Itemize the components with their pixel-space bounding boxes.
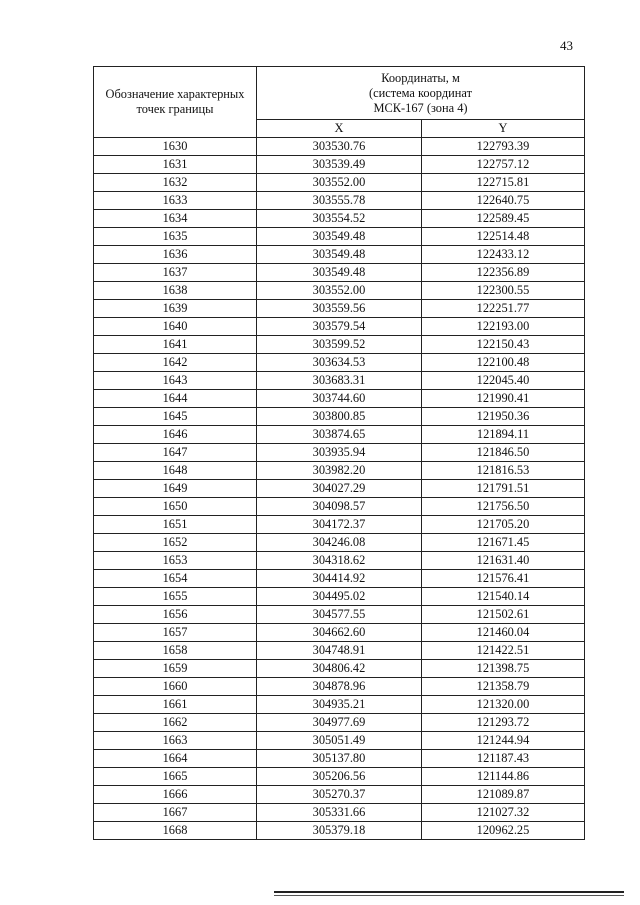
y-coordinate-cell: 122793.39: [422, 138, 585, 156]
x-coordinate-cell: 303683.31: [257, 372, 422, 390]
y-coordinate-cell: 121293.72: [422, 714, 585, 732]
y-coordinate-cell: 121089.87: [422, 786, 585, 804]
x-coordinate-cell: 304098.57: [257, 498, 422, 516]
point-id-cell: 1653: [94, 552, 257, 570]
x-coordinate-cell: 305270.37: [257, 786, 422, 804]
x-coordinate-cell: 304414.92: [257, 570, 422, 588]
point-designation-header: Обозначение характерных точек границы: [94, 67, 257, 138]
table-row: [94, 750, 585, 768]
x-coordinate-cell: 303744.60: [257, 390, 422, 408]
x-coordinate-cell: 304977.69: [257, 714, 422, 732]
point-id-cell: 1659: [94, 660, 257, 678]
x-coordinate-cell: 303982.20: [257, 462, 422, 480]
table-row: [94, 822, 585, 840]
point-id-cell: 1662: [94, 714, 257, 732]
table-row: [94, 192, 585, 210]
table-row: [94, 588, 585, 606]
table-row: [94, 678, 585, 696]
x-coordinate-cell: 303874.65: [257, 426, 422, 444]
y-coordinate-cell: 121671.45: [422, 534, 585, 552]
coordinates-header-line2: (система координат: [369, 85, 472, 100]
point-id-cell: 1636: [94, 246, 257, 264]
point-id-cell: 1664: [94, 750, 257, 768]
table-row: [94, 804, 585, 822]
point-id-cell: 1658: [94, 642, 257, 660]
y-coordinate-cell: 121027.32: [422, 804, 585, 822]
table-row: [94, 354, 585, 372]
point-id-cell: 1656: [94, 606, 257, 624]
table-row: [94, 282, 585, 300]
coordinates-header-line3: МСК-167 (зона 4): [373, 100, 468, 115]
y-coordinate-cell: 121816.53: [422, 462, 585, 480]
point-id-cell: 1644: [94, 390, 257, 408]
table-row: [94, 642, 585, 660]
table-row: [94, 390, 585, 408]
y-coordinate-cell: 121460.04: [422, 624, 585, 642]
y-coordinate-cell: 121502.61: [422, 606, 585, 624]
table-row: [94, 552, 585, 570]
x-coordinate-cell: 303559.56: [257, 300, 422, 318]
table-row: [94, 408, 585, 426]
y-coordinate-cell: 121244.94: [422, 732, 585, 750]
table-row: [94, 264, 585, 282]
y-coordinate-cell: 122300.55: [422, 282, 585, 300]
table-row: [94, 498, 585, 516]
point-id-cell: 1641: [94, 336, 257, 354]
x-coordinate-cell: 304027.29: [257, 480, 422, 498]
y-coordinate-cell: 121705.20: [422, 516, 585, 534]
x-coordinate-cell: 304748.91: [257, 642, 422, 660]
x-column-header: X: [257, 120, 422, 138]
y-coordinate-cell: 121576.41: [422, 570, 585, 588]
point-id-cell: 1630: [94, 138, 257, 156]
x-coordinate-cell: 305051.49: [257, 732, 422, 750]
x-coordinate-cell: 303554.52: [257, 210, 422, 228]
table-row: [94, 516, 585, 534]
point-id-cell: 1652: [94, 534, 257, 552]
y-coordinate-cell: 121846.50: [422, 444, 585, 462]
y-coordinate-cell: 121398.75: [422, 660, 585, 678]
point-id-cell: 1660: [94, 678, 257, 696]
table-row: [94, 732, 585, 750]
y-coordinate-cell: 122433.12: [422, 246, 585, 264]
point-id-cell: 1633: [94, 192, 257, 210]
point-id-cell: 1649: [94, 480, 257, 498]
y-coordinate-cell: 121422.51: [422, 642, 585, 660]
point-id-cell: 1631: [94, 156, 257, 174]
point-id-cell: 1634: [94, 210, 257, 228]
x-coordinate-cell: 303579.54: [257, 318, 422, 336]
x-coordinate-cell: 304662.60: [257, 624, 422, 642]
coordinates-header-line1: Координаты, м: [381, 70, 460, 85]
table-row: [94, 426, 585, 444]
table-row: [94, 714, 585, 732]
point-id-cell: 1663: [94, 732, 257, 750]
point-id-cell: 1638: [94, 282, 257, 300]
table-row: [94, 174, 585, 192]
point-id-cell: 1665: [94, 768, 257, 786]
y-coordinate-cell: 122589.45: [422, 210, 585, 228]
point-id-cell: 1647: [94, 444, 257, 462]
footer-rule: [274, 891, 624, 893]
y-coordinate-cell: 121187.43: [422, 750, 585, 768]
y-coordinate-cell: 121144.86: [422, 768, 585, 786]
y-coordinate-cell: 121358.79: [422, 678, 585, 696]
x-coordinate-cell: 303935.94: [257, 444, 422, 462]
table-row: [94, 462, 585, 480]
y-coordinate-cell: 122045.40: [422, 372, 585, 390]
table-row: [94, 318, 585, 336]
y-coordinate-cell: 122757.12: [422, 156, 585, 174]
x-coordinate-cell: 303549.48: [257, 264, 422, 282]
y-coordinate-cell: 121791.51: [422, 480, 585, 498]
y-column-header: Y: [422, 120, 585, 138]
point-id-cell: 1651: [94, 516, 257, 534]
y-coordinate-cell: 121320.00: [422, 696, 585, 714]
point-id-cell: 1668: [94, 822, 257, 840]
table-row: [94, 138, 585, 156]
y-coordinate-cell: 122356.89: [422, 264, 585, 282]
point-id-cell: 1655: [94, 588, 257, 606]
x-coordinate-cell: 303539.49: [257, 156, 422, 174]
point-id-cell: 1667: [94, 804, 257, 822]
footer-rule-thin: [274, 895, 624, 896]
x-coordinate-cell: 303555.78: [257, 192, 422, 210]
point-id-cell: 1637: [94, 264, 257, 282]
y-coordinate-cell: 121950.36: [422, 408, 585, 426]
table-row: [94, 606, 585, 624]
x-coordinate-cell: 303552.00: [257, 174, 422, 192]
y-coordinate-cell: 122150.43: [422, 336, 585, 354]
point-id-cell: 1645: [94, 408, 257, 426]
table-row: [94, 768, 585, 786]
table-row: [94, 246, 585, 264]
x-coordinate-cell: 303530.76: [257, 138, 422, 156]
y-coordinate-cell: 121540.14: [422, 588, 585, 606]
table-row: [94, 444, 585, 462]
point-id-cell: 1657: [94, 624, 257, 642]
point-id-cell: 1640: [94, 318, 257, 336]
page-number: 43: [560, 38, 573, 53]
point-id-cell: 1642: [94, 354, 257, 372]
point-id-cell: 1639: [94, 300, 257, 318]
table-row: [94, 210, 585, 228]
x-coordinate-cell: 304935.21: [257, 696, 422, 714]
y-coordinate-cell: 122514.48: [422, 228, 585, 246]
y-coordinate-cell: 122100.48: [422, 354, 585, 372]
table-row: [94, 786, 585, 804]
x-coordinate-cell: 303634.53: [257, 354, 422, 372]
x-coordinate-cell: 304878.96: [257, 678, 422, 696]
coordinates-rows: [94, 138, 585, 840]
y-coordinate-cell: 122640.75: [422, 192, 585, 210]
coordinates-header: [257, 67, 585, 120]
point-id-cell: 1635: [94, 228, 257, 246]
y-coordinate-cell: 120962.25: [422, 822, 585, 840]
x-coordinate-cell: 305331.66: [257, 804, 422, 822]
x-coordinate-cell: 304246.08: [257, 534, 422, 552]
point-id-cell: 1654: [94, 570, 257, 588]
x-coordinate-cell: 303552.00: [257, 282, 422, 300]
table-row: [94, 624, 585, 642]
table-row: [94, 570, 585, 588]
x-coordinate-cell: 303549.48: [257, 246, 422, 264]
x-coordinate-cell: 303800.85: [257, 408, 422, 426]
point-id-cell: 1646: [94, 426, 257, 444]
table-row: [94, 372, 585, 390]
table-row: [94, 696, 585, 714]
x-coordinate-cell: 304495.02: [257, 588, 422, 606]
x-coordinate-cell: 305137.80: [257, 750, 422, 768]
y-coordinate-cell: 122251.77: [422, 300, 585, 318]
coordinates-table: [93, 66, 585, 840]
point-id-cell: 1661: [94, 696, 257, 714]
table-row: [94, 300, 585, 318]
x-coordinate-cell: 303549.48: [257, 228, 422, 246]
table-row: [94, 336, 585, 354]
y-coordinate-cell: 121990.41: [422, 390, 585, 408]
y-coordinate-cell: 122715.81: [422, 174, 585, 192]
y-coordinate-cell: 121894.11: [422, 426, 585, 444]
table-row: [94, 660, 585, 678]
point-id-cell: 1666: [94, 786, 257, 804]
y-coordinate-cell: 122193.00: [422, 318, 585, 336]
table-row: [94, 534, 585, 552]
y-coordinate-cell: 121631.40: [422, 552, 585, 570]
y-coordinate-cell: 121756.50: [422, 498, 585, 516]
table-row: [94, 480, 585, 498]
x-coordinate-cell: 305379.18: [257, 822, 422, 840]
x-coordinate-cell: 304172.37: [257, 516, 422, 534]
x-coordinate-cell: 304806.42: [257, 660, 422, 678]
point-id-cell: 1643: [94, 372, 257, 390]
point-id-cell: 1632: [94, 174, 257, 192]
x-coordinate-cell: 303599.52: [257, 336, 422, 354]
table-row: [94, 228, 585, 246]
table-row: [94, 156, 585, 174]
x-coordinate-cell: 305206.56: [257, 768, 422, 786]
point-id-cell: 1650: [94, 498, 257, 516]
point-id-cell: 1648: [94, 462, 257, 480]
x-coordinate-cell: 304577.55: [257, 606, 422, 624]
x-coordinate-cell: 304318.62: [257, 552, 422, 570]
